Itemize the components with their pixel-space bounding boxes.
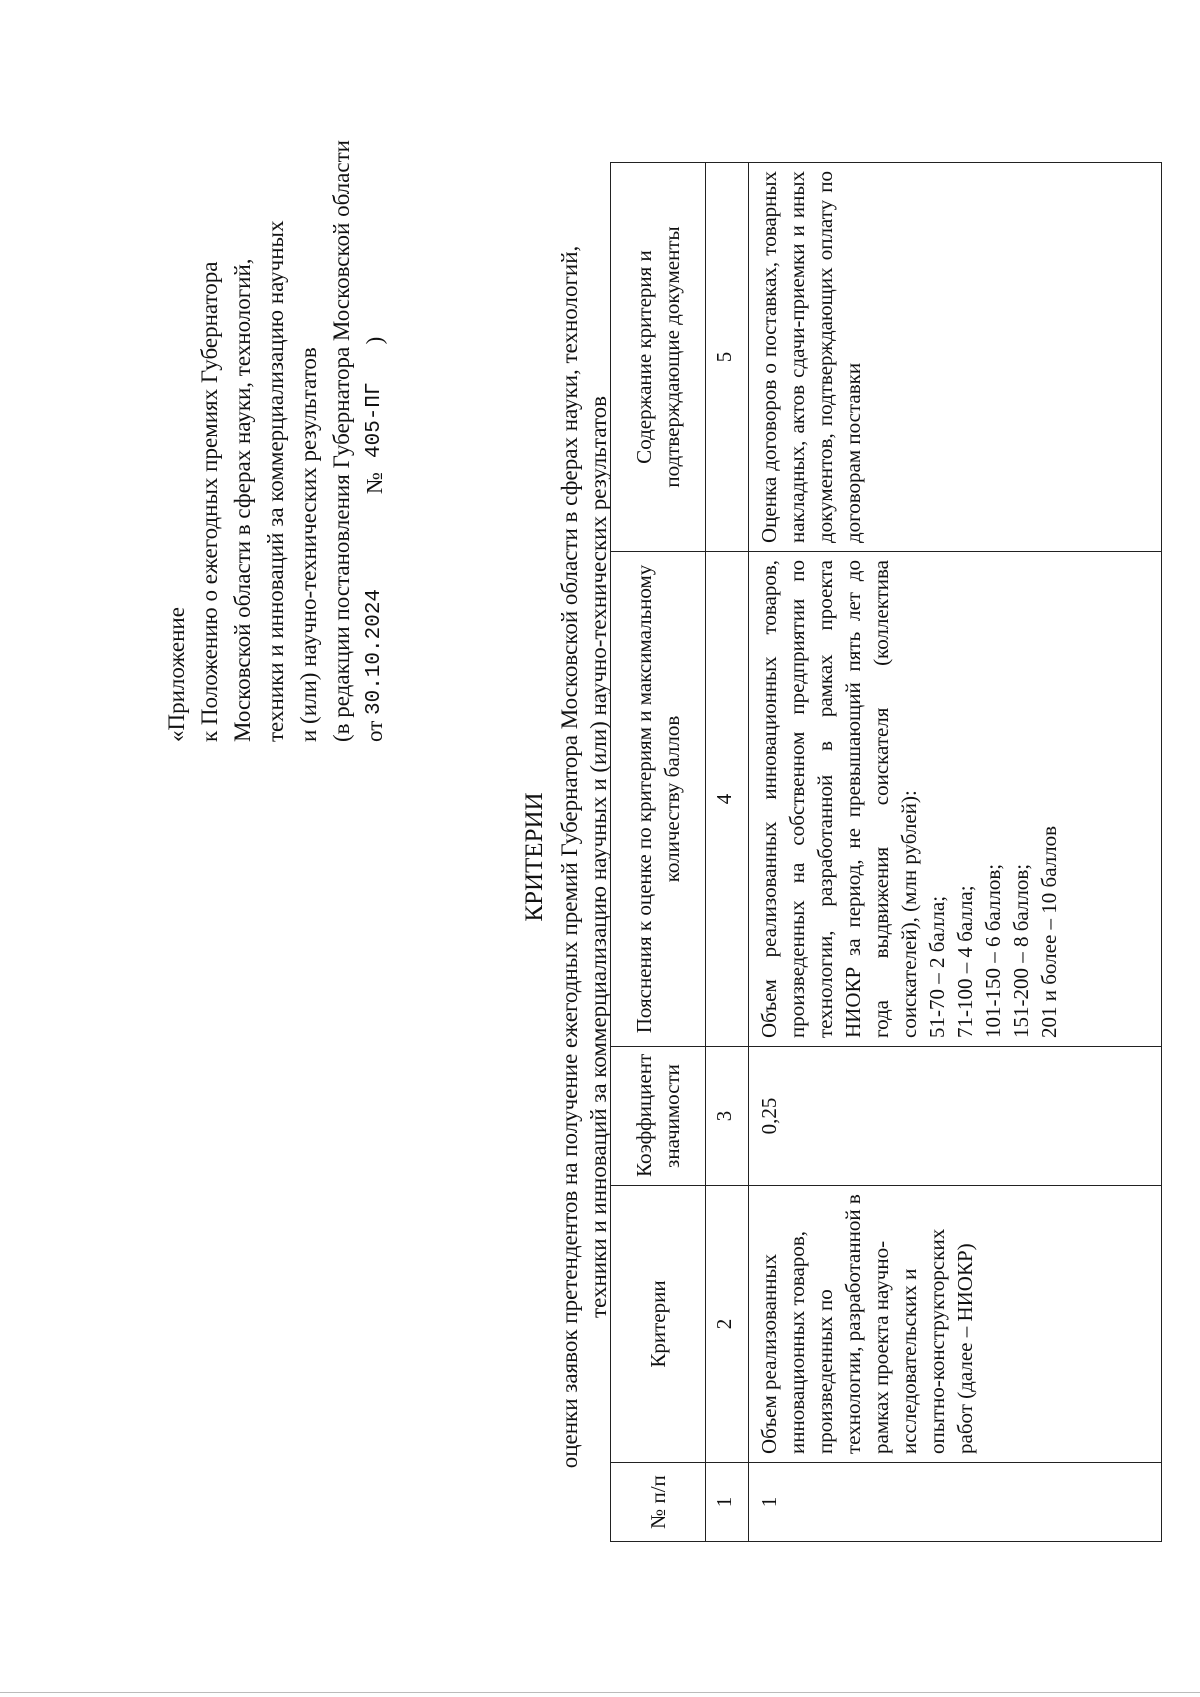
column-index: 5 [706, 163, 749, 552]
appendix-line: к Положению о ежегодных премиях Губернатора [197, 261, 222, 742]
points-scale-item: 101-150 – 6 баллов; [981, 863, 1005, 1038]
title-line: техники и инноваций за коммерциализацию научных и (или) научно-технических результатов [586, 396, 611, 1318]
appendix-header [160, 52, 391, 742]
number-label: № [362, 472, 387, 494]
document-title [520, 137, 613, 1577]
row-explanation: Объем реализованных инновационных товаров, произведенных на собственном предприятии по технологии, разработанной в рамках проекта НИОКР за период, не превышающий пять лет до года выдвижения соискателя (коллектива соискателей), (млн рублей): [757, 560, 921, 1038]
points-scale-item: 51-70 – 2 балла; [925, 895, 949, 1038]
header-explanation: Пояснения к оценке по критериям и максимальному количеству баллов [611, 552, 706, 1047]
column-index-row [706, 163, 749, 1542]
appendix-line: Московской области в сферах науки, технологий, [230, 258, 255, 742]
decree-date: 30.10.2024 [363, 588, 386, 715]
decree-reference [358, 52, 391, 742]
header-criterion: Критерии [611, 1186, 706, 1463]
closing-parenthesis: ) [362, 336, 387, 345]
appendix-line: (в редакции постановления Губернатора Московской области [329, 140, 354, 742]
header-content: Содержание критерия и подтверждающие документы [611, 163, 706, 552]
column-index: 2 [706, 1186, 749, 1463]
header-coefficient: Коэффициент значимости [611, 1047, 706, 1186]
row-number: 1 [749, 1463, 1162, 1542]
appendix-line: «Приложение [164, 607, 189, 742]
decree-number: 405-ПГ [363, 382, 386, 459]
column-index: 3 [706, 1047, 749, 1186]
title-line: оценки заявок претендентов на получение ежегодных премий Губернатора Московской области в сферах науки, технологий, [557, 245, 582, 1469]
column-index: 4 [706, 552, 749, 1047]
row-content: Оценка договоров о поставках, товарных накладных, актов сдачи-приемки и иных документов, подтверждающих оплату по договорам поставки [749, 163, 1162, 552]
table-header-row [611, 163, 706, 1542]
date-prefix: от [362, 720, 387, 742]
row-criterion: Объем реализованных инновационных товаров, произведенных по технологии, разработанной в рамках проекта научно-исследовательских и опытно-конструкторских работ (далее – НИОКР) [749, 1186, 1162, 1463]
header-number: № п/п [611, 1463, 706, 1542]
points-scale-item: 71-100 – 4 балла; [953, 885, 977, 1038]
scan-edge-line [0, 1692, 1200, 1693]
row-explanation-cell [749, 552, 1162, 1047]
points-scale-item: 151-200 – 8 баллов; [1009, 863, 1033, 1038]
table-row [749, 163, 1162, 1542]
column-index: 1 [706, 1463, 749, 1542]
points-scale [923, 560, 1063, 1038]
row-coefficient: 0,25 [749, 1047, 1162, 1186]
title-heading: КРИТЕРИИ [521, 792, 548, 922]
criteria-table [610, 162, 1162, 1542]
appendix-line: и (или) научно-технических результатов [296, 347, 321, 742]
points-scale-item: 201 и более – 10 баллов [1037, 825, 1061, 1038]
appendix-line: техники и инноваций за коммерциализацию научных [263, 220, 288, 742]
